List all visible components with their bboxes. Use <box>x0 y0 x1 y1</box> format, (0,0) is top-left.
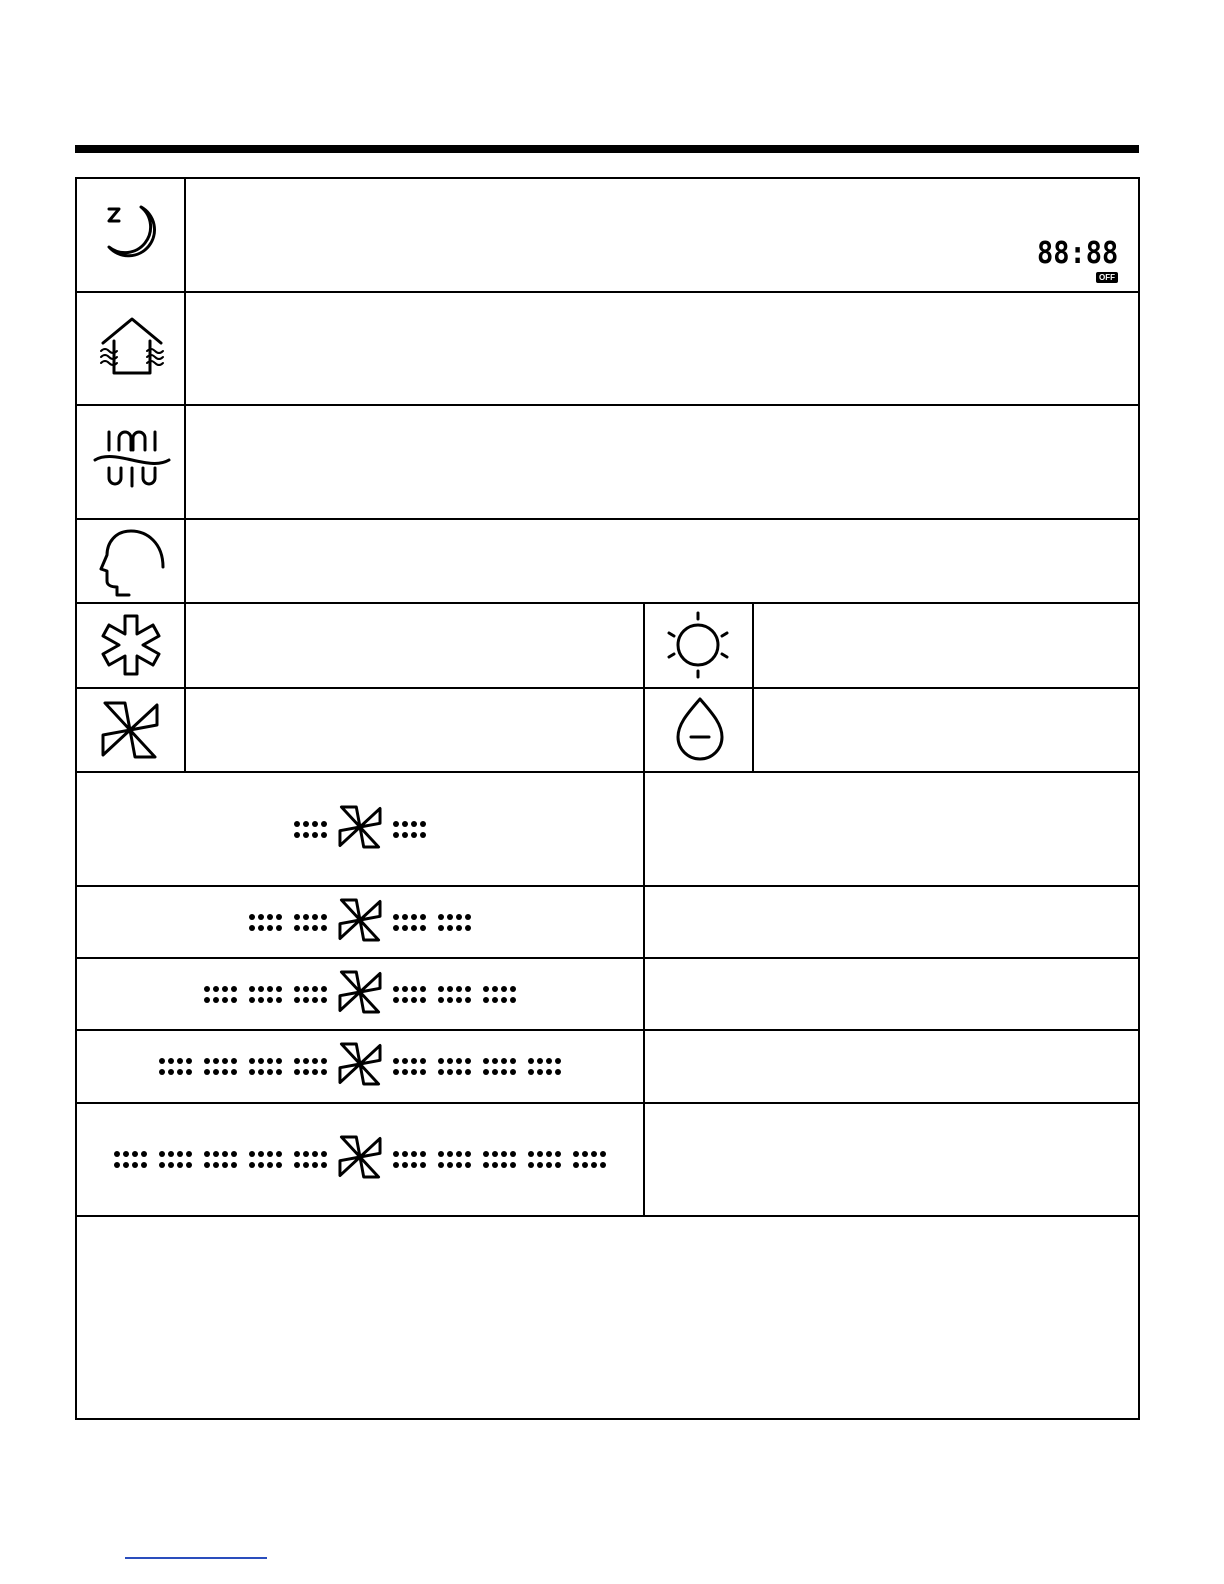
speed-dot-group <box>528 1151 561 1168</box>
speed-dot-group <box>294 1058 327 1075</box>
right-icon-column-divider <box>752 602 754 773</box>
speed-dot-group <box>204 1151 237 1168</box>
row-divider <box>77 687 1138 689</box>
fan-speed-level-3 <box>77 959 643 1029</box>
speed-dot-group <box>438 914 471 931</box>
fan-speed-icon <box>337 897 383 948</box>
speed-dot-group <box>438 1151 471 1168</box>
speed-dot-group <box>294 821 327 838</box>
icon-column-divider <box>184 179 186 773</box>
row-divider <box>77 602 1138 604</box>
speed-dot-group <box>249 914 282 931</box>
off-badge: OFF <box>1096 272 1118 283</box>
row-divider <box>77 291 1138 293</box>
fan-icon <box>99 699 161 761</box>
speed-dot-group <box>393 914 426 931</box>
clock-display <box>1037 236 1127 282</box>
speed-dot-group <box>483 986 516 1003</box>
fan-speed-icon <box>337 969 383 1020</box>
speed-dot-group <box>393 986 426 1003</box>
speed-dot-group <box>438 986 471 1003</box>
sun-icon <box>665 609 731 681</box>
speed-dot-group <box>249 1151 282 1168</box>
speed-dot-group <box>528 1058 561 1075</box>
speed-dot-group <box>204 1058 237 1075</box>
speed-dot-group <box>294 914 327 931</box>
sleep-moon-icon <box>103 201 163 265</box>
center-column-divider <box>643 602 645 1217</box>
fan-speed-level-5 <box>77 1104 643 1215</box>
heater-coil-icon <box>93 430 171 488</box>
speed-dot-group <box>483 1151 516 1168</box>
speed-dot-group <box>204 986 237 1003</box>
speed-dot-group <box>393 1151 426 1168</box>
icon-legend-table <box>75 177 1140 1420</box>
speed-dot-group <box>249 986 282 1003</box>
speed-dot-group <box>294 986 327 1003</box>
head-profile-icon <box>97 529 167 599</box>
speed-dot-group <box>573 1151 606 1168</box>
speed-dot-group <box>393 821 426 838</box>
speed-dot-group <box>159 1058 192 1075</box>
snowflake-icon <box>97 612 165 678</box>
fan-speed-icon <box>337 1134 383 1185</box>
water-drop-icon <box>674 695 726 761</box>
fan-speed-icon <box>337 804 383 855</box>
clock-digits: 88:88 <box>1037 236 1119 271</box>
fan-speed-icon <box>337 1041 383 1092</box>
row-divider <box>77 1215 1138 1217</box>
fan-speed-level-2 <box>77 887 643 957</box>
header-rule <box>75 145 1139 153</box>
fan-speed-level-1 <box>77 773 643 885</box>
fan-speed-level-4 <box>77 1031 643 1102</box>
row-divider <box>77 518 1138 520</box>
speed-dot-group <box>249 1058 282 1075</box>
speed-dot-group <box>294 1151 327 1168</box>
row-divider <box>77 404 1138 406</box>
speed-dot-group <box>393 1058 426 1075</box>
house-airflow-icon <box>99 315 165 377</box>
speed-dot-group <box>438 1058 471 1075</box>
speed-dot-group <box>114 1151 147 1168</box>
footer-link-underline[interactable] <box>125 1557 267 1559</box>
speed-dot-group <box>483 1058 516 1075</box>
speed-dot-group <box>159 1151 192 1168</box>
